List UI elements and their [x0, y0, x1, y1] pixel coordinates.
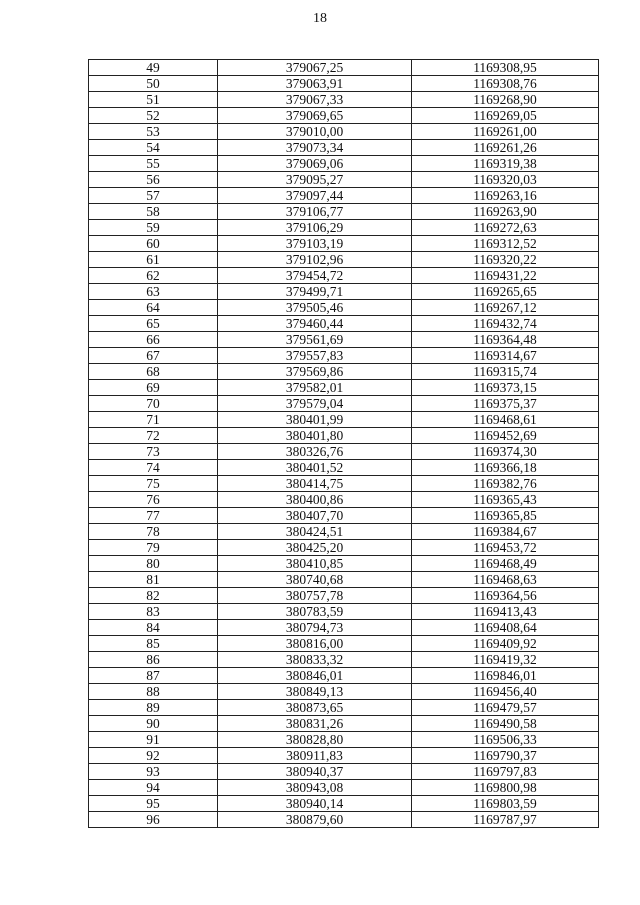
table-row — [89, 460, 599, 476]
y-coordinate-cell: 1169800,98 — [412, 780, 599, 796]
point-number-cell: 49 — [89, 60, 218, 76]
point-number-cell: 61 — [89, 252, 218, 268]
point-number-cell: 79 — [89, 540, 218, 556]
y-coordinate-cell: 1169413,43 — [412, 604, 599, 620]
table-row — [89, 716, 599, 732]
table-row — [89, 236, 599, 252]
x-coordinate-cell: 379069,65 — [218, 108, 412, 124]
y-coordinate-cell: 1169263,90 — [412, 204, 599, 220]
y-coordinate-cell: 1169456,40 — [412, 684, 599, 700]
y-coordinate-cell: 1169468,49 — [412, 556, 599, 572]
y-coordinate-cell: 1169315,74 — [412, 364, 599, 380]
point-number-cell: 84 — [89, 620, 218, 636]
x-coordinate-cell: 380833,32 — [218, 652, 412, 668]
y-coordinate-cell: 1169320,03 — [412, 172, 599, 188]
table-row — [89, 604, 599, 620]
y-coordinate-cell: 1169452,69 — [412, 428, 599, 444]
table-row — [89, 284, 599, 300]
y-coordinate-cell: 1169468,61 — [412, 412, 599, 428]
y-coordinate-cell: 1169506,33 — [412, 732, 599, 748]
y-coordinate-cell: 1169312,52 — [412, 236, 599, 252]
y-coordinate-cell: 1169409,92 — [412, 636, 599, 652]
x-coordinate-cell: 379067,25 — [218, 60, 412, 76]
table-row — [89, 172, 599, 188]
point-number-cell: 94 — [89, 780, 218, 796]
y-coordinate-cell: 1169479,57 — [412, 700, 599, 716]
point-number-cell: 76 — [89, 492, 218, 508]
x-coordinate-cell: 379460,44 — [218, 316, 412, 332]
y-coordinate-cell: 1169261,26 — [412, 140, 599, 156]
point-number-cell: 70 — [89, 396, 218, 412]
point-number-cell: 59 — [89, 220, 218, 236]
x-coordinate-cell: 380849,13 — [218, 684, 412, 700]
table-row — [89, 204, 599, 220]
table-row — [89, 764, 599, 780]
x-coordinate-cell: 380326,76 — [218, 444, 412, 460]
table-row — [89, 588, 599, 604]
x-coordinate-cell: 380400,86 — [218, 492, 412, 508]
point-number-cell: 52 — [89, 108, 218, 124]
x-coordinate-cell: 380401,99 — [218, 412, 412, 428]
table-row — [89, 620, 599, 636]
point-number-cell: 56 — [89, 172, 218, 188]
table-row — [89, 540, 599, 556]
point-number-cell: 77 — [89, 508, 218, 524]
x-coordinate-cell: 379582,01 — [218, 380, 412, 396]
x-coordinate-cell: 379010,00 — [218, 124, 412, 140]
x-coordinate-cell: 379579,04 — [218, 396, 412, 412]
x-coordinate-cell: 380879,60 — [218, 812, 412, 828]
table-row — [89, 332, 599, 348]
point-number-cell: 90 — [89, 716, 218, 732]
point-number-cell: 58 — [89, 204, 218, 220]
point-number-cell: 92 — [89, 748, 218, 764]
y-coordinate-cell: 1169373,15 — [412, 380, 599, 396]
x-coordinate-cell: 379505,46 — [218, 300, 412, 316]
x-coordinate-cell: 380757,78 — [218, 588, 412, 604]
y-coordinate-cell: 1169320,22 — [412, 252, 599, 268]
y-coordinate-cell: 1169846,01 — [412, 668, 599, 684]
x-coordinate-cell: 379063,91 — [218, 76, 412, 92]
table-row — [89, 60, 599, 76]
point-number-cell: 83 — [89, 604, 218, 620]
y-coordinate-cell: 1169374,30 — [412, 444, 599, 460]
table-row — [89, 556, 599, 572]
y-coordinate-cell: 1169787,97 — [412, 812, 599, 828]
table-row — [89, 796, 599, 812]
table-row — [89, 524, 599, 540]
x-coordinate-cell: 380816,00 — [218, 636, 412, 652]
table-row — [89, 732, 599, 748]
y-coordinate-cell: 1169261,00 — [412, 124, 599, 140]
x-coordinate-cell: 380740,68 — [218, 572, 412, 588]
point-number-cell: 88 — [89, 684, 218, 700]
x-coordinate-cell: 380873,65 — [218, 700, 412, 716]
y-coordinate-cell: 1169468,63 — [412, 572, 599, 588]
point-number-cell: 93 — [89, 764, 218, 780]
point-number-cell: 72 — [89, 428, 218, 444]
y-coordinate-cell: 1169272,63 — [412, 220, 599, 236]
table-row — [89, 92, 599, 108]
x-coordinate-cell: 380794,73 — [218, 620, 412, 636]
x-coordinate-cell: 379106,77 — [218, 204, 412, 220]
x-coordinate-cell: 380414,75 — [218, 476, 412, 492]
x-coordinate-cell: 380407,70 — [218, 508, 412, 524]
page-number: 18 — [313, 11, 327, 26]
point-number-cell: 60 — [89, 236, 218, 252]
y-coordinate-cell: 1169797,83 — [412, 764, 599, 780]
table-row — [89, 396, 599, 412]
table-row — [89, 444, 599, 460]
point-number-cell: 86 — [89, 652, 218, 668]
point-number-cell: 73 — [89, 444, 218, 460]
x-coordinate-cell: 380424,51 — [218, 524, 412, 540]
x-coordinate-cell: 379106,29 — [218, 220, 412, 236]
x-coordinate-cell: 380831,26 — [218, 716, 412, 732]
table-row — [89, 316, 599, 332]
table-row — [89, 492, 599, 508]
table-row — [89, 108, 599, 124]
table-row — [89, 636, 599, 652]
x-coordinate-cell: 379095,27 — [218, 172, 412, 188]
y-coordinate-cell: 1169382,76 — [412, 476, 599, 492]
table-row — [89, 156, 599, 172]
table-row — [89, 76, 599, 92]
point-number-cell: 80 — [89, 556, 218, 572]
table-row — [89, 780, 599, 796]
y-coordinate-cell: 1169267,12 — [412, 300, 599, 316]
x-coordinate-cell: 379069,06 — [218, 156, 412, 172]
table-row — [89, 252, 599, 268]
y-coordinate-cell: 1169364,56 — [412, 588, 599, 604]
x-coordinate-cell: 380940,37 — [218, 764, 412, 780]
point-number-cell: 65 — [89, 316, 218, 332]
y-coordinate-cell: 1169365,85 — [412, 508, 599, 524]
point-number-cell: 74 — [89, 460, 218, 476]
y-coordinate-cell: 1169319,38 — [412, 156, 599, 172]
point-number-cell: 57 — [89, 188, 218, 204]
table-row — [89, 188, 599, 204]
table-row — [89, 428, 599, 444]
x-coordinate-cell: 379103,19 — [218, 236, 412, 252]
x-coordinate-cell: 379097,44 — [218, 188, 412, 204]
point-number-cell: 89 — [89, 700, 218, 716]
x-coordinate-cell: 379569,86 — [218, 364, 412, 380]
y-coordinate-cell: 1169308,76 — [412, 76, 599, 92]
table-row — [89, 300, 599, 316]
y-coordinate-cell: 1169408,64 — [412, 620, 599, 636]
point-number-cell: 69 — [89, 380, 218, 396]
x-coordinate-cell: 379499,71 — [218, 284, 412, 300]
point-number-cell: 53 — [89, 124, 218, 140]
y-coordinate-cell: 1169803,59 — [412, 796, 599, 812]
table-row — [89, 380, 599, 396]
point-number-cell: 91 — [89, 732, 218, 748]
x-coordinate-cell: 380940,14 — [218, 796, 412, 812]
x-coordinate-cell: 380401,80 — [218, 428, 412, 444]
point-number-cell: 81 — [89, 572, 218, 588]
table-row — [89, 364, 599, 380]
point-number-cell: 71 — [89, 412, 218, 428]
y-coordinate-cell: 1169365,43 — [412, 492, 599, 508]
coordinates-table-body — [89, 60, 599, 828]
x-coordinate-cell: 379557,83 — [218, 348, 412, 364]
point-number-cell: 63 — [89, 284, 218, 300]
y-coordinate-cell: 1169263,16 — [412, 188, 599, 204]
table-row — [89, 348, 599, 364]
point-number-cell: 78 — [89, 524, 218, 540]
point-number-cell: 62 — [89, 268, 218, 284]
y-coordinate-cell: 1169419,32 — [412, 652, 599, 668]
table-row — [89, 508, 599, 524]
x-coordinate-cell: 380846,01 — [218, 668, 412, 684]
table-row — [89, 652, 599, 668]
point-number-cell: 68 — [89, 364, 218, 380]
coordinates-table — [88, 59, 599, 828]
point-number-cell: 96 — [89, 812, 218, 828]
point-number-cell: 95 — [89, 796, 218, 812]
table-row — [89, 220, 599, 236]
x-coordinate-cell: 380943,08 — [218, 780, 412, 796]
table-row — [89, 700, 599, 716]
x-coordinate-cell: 380911,83 — [218, 748, 412, 764]
table-row — [89, 668, 599, 684]
y-coordinate-cell: 1169453,72 — [412, 540, 599, 556]
point-number-cell: 82 — [89, 588, 218, 604]
y-coordinate-cell: 1169432,74 — [412, 316, 599, 332]
point-number-cell: 51 — [89, 92, 218, 108]
point-number-cell: 85 — [89, 636, 218, 652]
x-coordinate-cell: 379102,96 — [218, 252, 412, 268]
y-coordinate-cell: 1169269,05 — [412, 108, 599, 124]
y-coordinate-cell: 1169490,58 — [412, 716, 599, 732]
x-coordinate-cell: 380828,80 — [218, 732, 412, 748]
y-coordinate-cell: 1169314,67 — [412, 348, 599, 364]
table-row — [89, 812, 599, 828]
point-number-cell: 75 — [89, 476, 218, 492]
table-row — [89, 572, 599, 588]
x-coordinate-cell: 379067,33 — [218, 92, 412, 108]
y-coordinate-cell: 1169431,22 — [412, 268, 599, 284]
y-coordinate-cell: 1169790,37 — [412, 748, 599, 764]
y-coordinate-cell: 1169375,37 — [412, 396, 599, 412]
x-coordinate-cell: 380425,20 — [218, 540, 412, 556]
point-number-cell: 67 — [89, 348, 218, 364]
table-row — [89, 476, 599, 492]
table-row — [89, 412, 599, 428]
point-number-cell: 87 — [89, 668, 218, 684]
point-number-cell: 50 — [89, 76, 218, 92]
x-coordinate-cell: 380401,52 — [218, 460, 412, 476]
y-coordinate-cell: 1169366,18 — [412, 460, 599, 476]
table-row — [89, 268, 599, 284]
x-coordinate-cell: 380783,59 — [218, 604, 412, 620]
y-coordinate-cell: 1169265,65 — [412, 284, 599, 300]
x-coordinate-cell: 379561,69 — [218, 332, 412, 348]
y-coordinate-cell: 1169268,90 — [412, 92, 599, 108]
table-row — [89, 124, 599, 140]
y-coordinate-cell: 1169308,95 — [412, 60, 599, 76]
point-number-cell: 55 — [89, 156, 218, 172]
x-coordinate-cell: 379073,34 — [218, 140, 412, 156]
x-coordinate-cell: 379454,72 — [218, 268, 412, 284]
point-number-cell: 66 — [89, 332, 218, 348]
table-row — [89, 748, 599, 764]
x-coordinate-cell: 380410,85 — [218, 556, 412, 572]
y-coordinate-cell: 1169364,48 — [412, 332, 599, 348]
table-row — [89, 140, 599, 156]
point-number-cell: 64 — [89, 300, 218, 316]
table-row — [89, 684, 599, 700]
point-number-cell: 54 — [89, 140, 218, 156]
y-coordinate-cell: 1169384,67 — [412, 524, 599, 540]
